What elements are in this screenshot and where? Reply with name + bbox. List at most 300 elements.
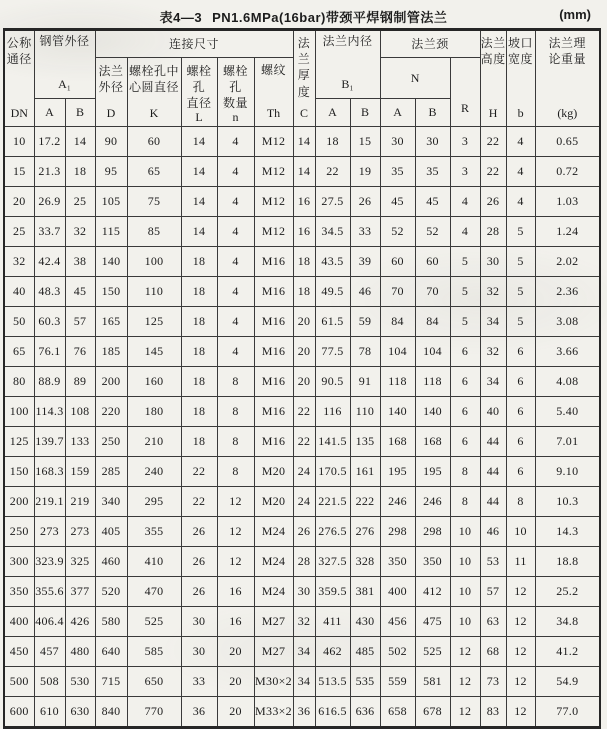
col-header-bolt-hole-diameter (181, 58, 217, 127)
cell-bore_a: 411 (315, 607, 350, 637)
cell-pipe_od_a: 355.6 (34, 577, 65, 607)
cell-thread_th: M20 (254, 487, 293, 517)
cell-neck_r: 12 (450, 667, 480, 697)
table-row (4, 127, 600, 157)
cell-bore_b: 276 (350, 517, 380, 547)
cell-flange_od_d: 840 (95, 697, 127, 728)
cell-bore_a: 61.5 (315, 307, 350, 337)
cell-bore_a: 49.5 (315, 277, 350, 307)
header-symbol-a1: A₁ (58, 77, 71, 91)
cell-weight_kg: 41.2 (535, 637, 600, 667)
cell-neck_r: 5 (450, 247, 480, 277)
header-line: 通径 (6, 52, 32, 67)
cell-bore_a: 90.5 (315, 367, 350, 397)
cell-flange_od_d: 715 (95, 667, 127, 697)
header-symbol-h: H (488, 106, 498, 120)
cell-dn: 15 (4, 157, 34, 187)
header-group-label: 法兰颈 (411, 36, 449, 51)
cell-neck_r: 12 (450, 637, 480, 667)
cell-bore_b: 636 (350, 697, 380, 728)
cell-pipe_od_b: 273 (65, 517, 95, 547)
cell-bolt_circle_k: 355 (127, 517, 181, 547)
col-header-flange-height (480, 30, 506, 127)
cell-thread_th: M16 (254, 397, 293, 427)
cell-bolt_circle_k: 525 (127, 607, 181, 637)
cell-dn: 100 (4, 397, 34, 427)
col-header-flange-neck (380, 30, 480, 58)
cell-weight_kg: 3.66 (535, 337, 600, 367)
cell-neck_b: 30 (415, 127, 450, 157)
col-header-neck-radius (450, 58, 480, 127)
unit-label: (mm) (559, 7, 591, 22)
cell-pipe_od_a: 168.3 (34, 457, 65, 487)
cell-bolt_circle_k: 145 (127, 337, 181, 367)
cell-thread_th: M33×2 (254, 697, 293, 728)
cell-thickness_c: 36 (293, 697, 315, 728)
cell-weight_kg: 25.2 (535, 577, 600, 607)
cell-thread_th: M12 (254, 187, 293, 217)
cell-bolt_count_n: 12 (217, 547, 254, 577)
cell-neck_b: 168 (415, 427, 450, 457)
cell-thickness_c: 34 (293, 637, 315, 667)
header-symbol-dn: DN (10, 106, 28, 120)
cell-bolt_count_n: 8 (217, 457, 254, 487)
cell-thread_th: M16 (254, 247, 293, 277)
cell-pipe_od_b: 108 (65, 397, 95, 427)
cell-bolt_count_n: 20 (217, 667, 254, 697)
cell-thread_th: M27 (254, 607, 293, 637)
cell-bolt_hole_l: 18 (181, 427, 217, 457)
cell-neck_b: 104 (415, 337, 450, 367)
cell-neck_a: 118 (380, 367, 415, 397)
cell-bore_a: 276.5 (315, 517, 350, 547)
cell-neck_a: 658 (380, 697, 415, 728)
cell-neck_a: 168 (380, 427, 415, 457)
table-row (4, 397, 600, 427)
header-line: 论重量 (548, 52, 587, 67)
cell-flange_od_d: 250 (95, 427, 127, 457)
cell-neck_r: 3 (450, 157, 480, 187)
cell-pipe_od_a: 406.4 (34, 607, 65, 637)
cell-dn: 600 (4, 697, 34, 728)
header-row-1 (4, 30, 600, 58)
cell-pipe_od_a: 48.3 (34, 277, 65, 307)
cell-height_h: 44 (480, 457, 506, 487)
cell-neck_a: 298 (380, 517, 415, 547)
header-symbol-b: b (517, 106, 524, 120)
table-row (4, 277, 600, 307)
cell-bolt_count_n: 12 (217, 487, 254, 517)
cell-neck_a: 195 (380, 457, 415, 487)
cell-bolt_circle_k: 180 (127, 397, 181, 427)
cell-height_h: 63 (480, 607, 506, 637)
cell-thickness_c: 34 (293, 667, 315, 697)
cell-bolt_hole_l: 36 (181, 697, 217, 728)
col-header-bore-b: B (350, 99, 380, 127)
cell-pipe_od_b: 25 (65, 187, 95, 217)
col-header-nominal-diameter (4, 30, 34, 127)
cell-thickness_c: 32 (293, 607, 315, 637)
cell-weight_kg: 34.8 (535, 607, 600, 637)
cell-bore_a: 18 (315, 127, 350, 157)
cell-flange_od_d: 460 (95, 547, 127, 577)
cell-flange_od_d: 200 (95, 367, 127, 397)
cell-dn: 10 (4, 127, 34, 157)
header-line: 坡口 (508, 36, 534, 50)
cell-bolt_circle_k: 75 (127, 187, 181, 217)
cell-height_h: 44 (480, 487, 506, 517)
cell-pipe_od_b: 630 (65, 697, 95, 728)
cell-bolt_count_n: 4 (217, 337, 254, 367)
header-symbol-nn: N (410, 70, 420, 85)
cell-bolt_count_n: 4 (217, 307, 254, 337)
header-line: 螺栓孔 (186, 63, 212, 94)
cell-groove_b: 6 (506, 337, 535, 367)
cell-bore_a: 141.5 (315, 427, 350, 457)
cell-thickness_c: 14 (293, 127, 315, 157)
cell-thread_th: M16 (254, 277, 293, 307)
cell-neck_a: 246 (380, 487, 415, 517)
cell-weight_kg: 0.72 (535, 157, 600, 187)
cell-thread_th: M12 (254, 157, 293, 187)
cell-bolt_hole_l: 18 (181, 247, 217, 277)
cell-bolt_circle_k: 650 (127, 667, 181, 697)
cell-pipe_od_b: 14 (65, 127, 95, 157)
cell-bolt_circle_k: 240 (127, 457, 181, 487)
cell-groove_b: 11 (506, 547, 535, 577)
cell-bore_b: 15 (350, 127, 380, 157)
cell-thickness_c: 24 (293, 457, 315, 487)
cell-neck_r: 6 (450, 337, 480, 367)
cell-bore_a: 221.5 (315, 487, 350, 517)
header-symbol-n: n (232, 110, 239, 125)
table-row (4, 247, 600, 277)
cell-thickness_c: 16 (293, 217, 315, 247)
cell-bolt_count_n: 8 (217, 397, 254, 427)
cell-bolt_hole_l: 33 (181, 667, 217, 697)
flange-dimension-table (3, 28, 601, 729)
cell-bolt_hole_l: 30 (181, 607, 217, 637)
cell-neck_b: 195 (415, 457, 450, 487)
cell-pipe_od_b: 32 (65, 217, 95, 247)
cell-thickness_c: 20 (293, 337, 315, 367)
cell-flange_od_d: 165 (95, 307, 127, 337)
table-number-label: 表4—3 (159, 9, 203, 25)
cell-thread_th: M12 (254, 217, 293, 247)
cell-height_h: 34 (480, 367, 506, 397)
header-symbol-k: K (149, 105, 159, 120)
cell-height_h: 32 (480, 337, 506, 367)
cell-neck_a: 70 (380, 277, 415, 307)
cell-neck_a: 350 (380, 547, 415, 577)
col-header-bolt-count (217, 58, 254, 127)
cell-dn: 25 (4, 217, 34, 247)
cell-dn: 20 (4, 187, 34, 217)
cell-dn: 125 (4, 427, 34, 457)
cell-pipe_od_a: 273 (34, 517, 65, 547)
cell-pipe_od_b: 89 (65, 367, 95, 397)
cell-thickness_c: 24 (293, 487, 315, 517)
col-header-thread (254, 58, 293, 127)
header-line: 螺栓孔 (223, 63, 249, 94)
cell-groove_b: 4 (506, 187, 535, 217)
cell-thread_th: M12 (254, 127, 293, 157)
cell-thickness_c: 22 (293, 427, 315, 457)
cell-thread_th: M16 (254, 337, 293, 367)
cell-bolt_circle_k: 410 (127, 547, 181, 577)
cell-height_h: 26 (480, 187, 506, 217)
cell-bolt_hole_l: 14 (181, 217, 217, 247)
cell-flange_od_d: 285 (95, 457, 127, 487)
cell-flange_od_d: 220 (95, 397, 127, 427)
cell-groove_b: 12 (506, 667, 535, 697)
cell-bolt_count_n: 4 (217, 217, 254, 247)
cell-weight_kg: 9.10 (535, 457, 600, 487)
header-symbol-b1: B₁ (341, 77, 354, 91)
cell-pipe_od_a: 17.2 (34, 127, 65, 157)
cell-thread_th: M30×2 (254, 667, 293, 697)
cell-bolt_count_n: 20 (217, 637, 254, 667)
cell-height_h: 40 (480, 397, 506, 427)
cell-groove_b: 6 (506, 367, 535, 397)
table-row (4, 457, 600, 487)
page-title (160, 7, 448, 26)
cell-dn: 500 (4, 667, 34, 697)
cell-dn: 32 (4, 247, 34, 277)
cell-bolt_circle_k: 470 (127, 577, 181, 607)
cell-pipe_od_a: 26.9 (34, 187, 65, 217)
col-header-bore-a: A (315, 99, 350, 127)
cell-weight_kg: 1.24 (535, 217, 600, 247)
cell-thickness_c: 28 (293, 547, 315, 577)
cell-neck_b: 246 (415, 487, 450, 517)
cell-bore_b: 328 (350, 547, 380, 577)
cell-flange_od_d: 105 (95, 187, 127, 217)
cell-thickness_c: 18 (293, 247, 315, 277)
cell-bore_a: 22 (315, 157, 350, 187)
cell-pipe_od_b: 18 (65, 157, 95, 187)
cell-bolt_count_n: 4 (217, 157, 254, 187)
cell-neck_b: 118 (415, 367, 450, 397)
cell-groove_b: 5 (506, 247, 535, 277)
cell-pipe_od_a: 139.7 (34, 427, 65, 457)
header-line: 厚度 (297, 68, 311, 99)
cell-bore_b: 381 (350, 577, 380, 607)
cell-weight_kg: 2.36 (535, 277, 600, 307)
cell-thread_th: M16 (254, 307, 293, 337)
cell-weight_kg: 77.0 (535, 697, 600, 728)
cell-bolt_hole_l: 26 (181, 517, 217, 547)
cell-pipe_od_a: 457 (34, 637, 65, 667)
cell-bore_b: 59 (350, 307, 380, 337)
cell-bolt_hole_l: 22 (181, 457, 217, 487)
col-header-neck-n (380, 58, 450, 99)
cell-thread_th: M16 (254, 367, 293, 397)
cell-neck_a: 35 (380, 157, 415, 187)
cell-thickness_c: 26 (293, 517, 315, 547)
cell-dn: 250 (4, 517, 34, 547)
table-row (4, 217, 600, 247)
cell-flange_od_d: 115 (95, 217, 127, 247)
cell-height_h: 22 (480, 157, 506, 187)
cell-bolt_circle_k: 160 (127, 367, 181, 397)
cell-dn: 80 (4, 367, 34, 397)
cell-neck_a: 502 (380, 637, 415, 667)
cell-neck_a: 45 (380, 187, 415, 217)
cell-dn: 40 (4, 277, 34, 307)
cell-flange_od_d: 90 (95, 127, 127, 157)
header-line: 螺纹 (261, 62, 287, 77)
cell-dn: 400 (4, 607, 34, 637)
cell-flange_od_d: 520 (95, 577, 127, 607)
cell-bore_b: 161 (350, 457, 380, 487)
cell-pipe_od_a: 114.3 (34, 397, 65, 427)
table-row (4, 667, 600, 697)
table-title-text: PN1.6MPa(16bar)带颈平焊钢制管法兰 (212, 9, 448, 25)
cell-weight_kg: 18.8 (535, 547, 600, 577)
cell-dn: 300 (4, 547, 34, 577)
cell-bolt_circle_k: 585 (127, 637, 181, 667)
cell-flange_od_d: 95 (95, 157, 127, 187)
cell-weight_kg: 3.08 (535, 307, 600, 337)
header-line: 外径 (98, 79, 124, 94)
cell-neck_r: 10 (450, 517, 480, 547)
table-row (4, 637, 600, 667)
cell-pipe_od_b: 133 (65, 427, 95, 457)
cell-dn: 350 (4, 577, 34, 607)
cell-bolt_count_n: 20 (217, 697, 254, 728)
cell-height_h: 28 (480, 217, 506, 247)
cell-groove_b: 5 (506, 277, 535, 307)
cell-neck_a: 140 (380, 397, 415, 427)
cell-bolt_count_n: 12 (217, 517, 254, 547)
cell-weight_kg: 54.9 (535, 667, 600, 697)
cell-weight_kg: 7.01 (535, 427, 600, 457)
cell-neck_b: 525 (415, 637, 450, 667)
cell-bolt_count_n: 16 (217, 607, 254, 637)
table-row (4, 607, 600, 637)
cell-dn: 200 (4, 487, 34, 517)
cell-bolt_hole_l: 18 (181, 277, 217, 307)
col-header-neck-a: A (380, 99, 415, 127)
cell-bore_b: 19 (350, 157, 380, 187)
cell-bore_a: 77.5 (315, 337, 350, 367)
cell-bore_b: 91 (350, 367, 380, 397)
cell-groove_b: 5 (506, 307, 535, 337)
cell-groove_b: 12 (506, 577, 535, 607)
header-symbol-l: L (195, 110, 203, 125)
cell-neck_r: 10 (450, 547, 480, 577)
header-symbol-r: R (461, 101, 470, 115)
header-symbol-d: D (106, 105, 116, 120)
cell-bolt_hole_l: 18 (181, 367, 217, 397)
cell-bolt_hole_l: 18 (181, 397, 217, 427)
header-group-label: 钢管外径 (39, 34, 90, 48)
col-header-connection-dimensions (95, 30, 293, 58)
cell-pipe_od_a: 219.1 (34, 487, 65, 517)
cell-bolt_circle_k: 125 (127, 307, 181, 337)
cell-bolt_circle_k: 210 (127, 427, 181, 457)
cell-pipe_od_a: 21.3 (34, 157, 65, 187)
cell-height_h: 57 (480, 577, 506, 607)
cell-pipe_od_b: 480 (65, 637, 95, 667)
cell-neck_a: 30 (380, 127, 415, 157)
cell-dn: 50 (4, 307, 34, 337)
cell-bolt_circle_k: 100 (127, 247, 181, 277)
cell-pipe_od_a: 323.9 (34, 547, 65, 577)
cell-flange_od_d: 405 (95, 517, 127, 547)
cell-pipe_od_a: 42.4 (34, 247, 65, 277)
cell-pipe_od_a: 33.7 (34, 217, 65, 247)
cell-thread_th: M24 (254, 547, 293, 577)
col-header-groove-width (506, 30, 535, 127)
cell-pipe_od_a: 76.1 (34, 337, 65, 367)
cell-neck_b: 84 (415, 307, 450, 337)
cell-neck_r: 4 (450, 187, 480, 217)
table-row (4, 517, 600, 547)
table-row (4, 337, 600, 367)
cell-bolt_count_n: 4 (217, 277, 254, 307)
cell-dn: 65 (4, 337, 34, 367)
header-line: 公称 (6, 36, 32, 50)
header-line: 法兰 (297, 36, 311, 67)
cell-bolt_count_n: 16 (217, 577, 254, 607)
cell-weight_kg: 14.3 (535, 517, 600, 547)
table-row (4, 487, 600, 517)
cell-thread_th: M24 (254, 577, 293, 607)
col-header-flange-bore (315, 30, 380, 99)
table-row (4, 187, 600, 217)
cell-bore_b: 39 (350, 247, 380, 277)
cell-pipe_od_b: 530 (65, 667, 95, 697)
header-line: 心圆直径 (129, 79, 180, 94)
header-line: 高度 (480, 52, 506, 67)
cell-pipe_od_a: 60.3 (34, 307, 65, 337)
table-row (4, 577, 600, 607)
table-body (4, 127, 600, 728)
cell-neck_a: 400 (380, 577, 415, 607)
table-row (4, 307, 600, 337)
cell-groove_b: 12 (506, 637, 535, 667)
col-header-bolt-circle (127, 58, 181, 127)
cell-flange_od_d: 640 (95, 637, 127, 667)
cell-bore_b: 430 (350, 607, 380, 637)
cell-bore_a: 116 (315, 397, 350, 427)
cell-neck_b: 60 (415, 247, 450, 277)
cell-neck_r: 4 (450, 217, 480, 247)
cell-bore_b: 110 (350, 397, 380, 427)
cell-bolt_hole_l: 30 (181, 637, 217, 667)
cell-bore_a: 170.5 (315, 457, 350, 487)
cell-groove_b: 6 (506, 427, 535, 457)
cell-neck_b: 350 (415, 547, 450, 577)
cell-groove_b: 10 (506, 517, 535, 547)
table-row (4, 367, 600, 397)
table-row (4, 427, 600, 457)
cell-pipe_od_a: 610 (34, 697, 65, 728)
cell-groove_b: 4 (506, 127, 535, 157)
cell-height_h: 22 (480, 127, 506, 157)
col-header-flange-od (95, 58, 127, 127)
cell-neck_a: 559 (380, 667, 415, 697)
cell-bolt_hole_l: 14 (181, 187, 217, 217)
header-unit-kg: (kg) (557, 106, 578, 120)
cell-groove_b: 12 (506, 697, 535, 728)
header-line: 宽度 (508, 52, 534, 67)
cell-bore_b: 33 (350, 217, 380, 247)
cell-flange_od_d: 185 (95, 337, 127, 367)
cell-neck_r: 5 (450, 307, 480, 337)
